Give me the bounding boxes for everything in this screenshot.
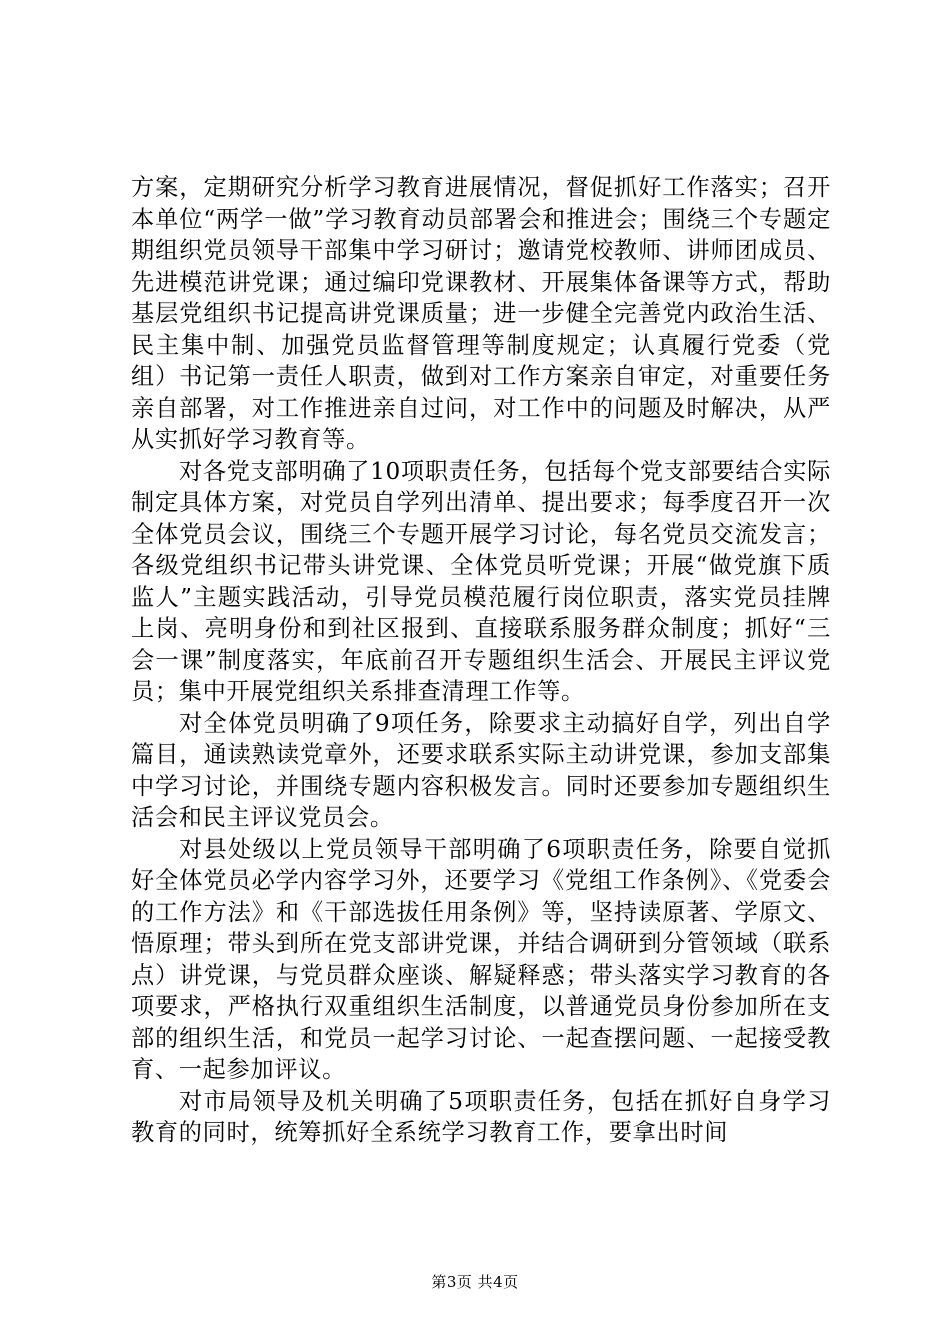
paragraph-city-bureau: 对市局领导及机关明确了5项职责任务，包括在抓好自身学习教育的同时，统筹抓好全系统学习教育工作，要拿出时间 — [131, 1087, 831, 1146]
document-body — [131, 172, 831, 1149]
paragraph-continued: 方案，定期研究分析学习教育进展情况，督促抓好工作落实；召开本单位“两学一做”学习教育动员部署会和推进会；围绕三个专题定期组织党员领导干部集中学习研讨；邀请党校教师、讲师团成员、先进模范讲党课；通过编印党课教材、开展集体备课等方式，帮助基层党组织书记提高讲党课质量；进一步健全完善党内政治生活、民主集中制、加强党员监督管理等制度规定；认真履行党委（党组）书记第一责任人职责，做到对工作方案亲自审定，对重要任务亲自部署，对工作推进亲自过问，对工作中的问题及时解决，从严从实抓好学习教育等。 — [131, 174, 831, 453]
paragraph-party-branches: 对各党支部明确了10项职责任务，包括每个党支部要结合实际制定具体方案，对党员自学列出清单、提出要求；每季度召开一次全体党员会议，围绕三个专题开展学习讨论，每名党员交流发言；各级党组织书记带头讲党课、全体党员听党课；开展“做党旗下质监人”主题实践活动，引导党员模范履行岗位职责，落实党员挂牌上岗、亮明身份和到社区报到、直接联系服务群众制度；抓好“三会一课”制度落实，年底前召开专题组织生活会、开展民主评议党员；集中开展党组织关系排查清理工作等。 — [131, 457, 831, 705]
paragraph-all-members: 对全体党员明确了9项任务，除要求主动搞好自学，列出自学篇目，通读熟读党章外，还要求联系实际主动讲党课，参加支部集中学习讨论，并围绕专题内容积极发言。同时还要参加专题组织生活会和民主评议党员会。 — [131, 709, 831, 831]
page-number-footer: 第3页 共4页 — [431, 1273, 519, 1291]
paragraph-county-leaders: 对县处级以上党员领导干部明确了6项职责任务，除要自觉抓好全体党员必学内容学习外，还要学习《党组工作条例》、《党委会的工作方法》和《干部选拔任用条例》等，坚持读原著、学原文、悟原理；带头到所在党支部讲党课，并结合调研到分管领域（联系点）讲党课，与党员群众座谈、解疑释惑；带头落实学习教育的各项要求，严格执行双重组织生活制度，以普通党员身份参加所在支部的组织生活，和党员一起学习讨论、一起查摆问题、一起接受教育、一起参加评议。 — [131, 835, 831, 1083]
